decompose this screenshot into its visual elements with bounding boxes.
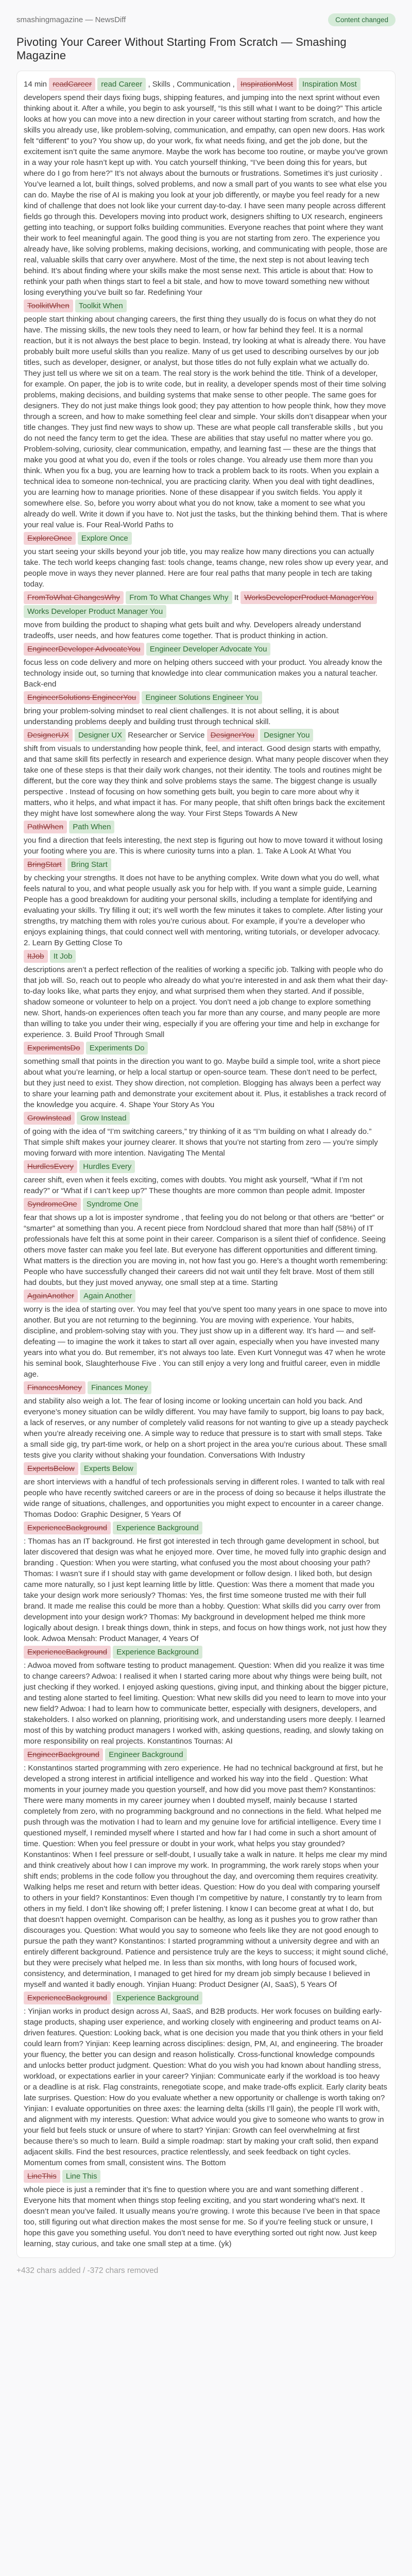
diff-block xyxy=(24,964,388,1040)
diff-added: Explore Once xyxy=(78,532,132,545)
diff-block xyxy=(24,1289,388,1303)
diff-block xyxy=(24,835,388,857)
diff-block xyxy=(24,1212,388,1288)
diff-added: Designer You xyxy=(260,729,313,742)
diff-text: people start thinking about changing careers, the first thing they usually do is focus on what they do not have. The missing skills, the new tools they need to learn, or how far behind they feel. It is a normal reaction, but it is not always the best place to begin. Instead, try looking at what is already there. You have probably built more useful skills than you realize. Many of us get used to describing ourselves by our job titles, such as developer, designer, or analyst, but those titles do not fully explain what we actually do. They just tell us where we sit on a team. The real story is the work behind the title. Think of a developer, for example. On paper, the job is to write code, but in reality, a developer spends most of their time solving problems, making decisions, and building systems that make sense to other people. The same goes for designers. They do not just make things look good; they pay attention to how people think, how they move through a screen, and how to make something feel clear and simple. Your skills don’t disappear when your title changes. They just find new ways to show up. These are what people call transferable skills , but you do not need the fancy term to get the idea. These are abilities that stay useful no matter where you go. Problem-solving, curiosity, clear communication, empathy, and learning fast — these are the things that make you good at what you do, even if the tools or roles change. You already use them more than you think. When you fix a bug, you are learning how to track a problem back to its roots. When you explain a technical idea to someone non-technical, you are practicing clarity. When you deal with tight deadlines, you are learning how to manage priorities. None of these disappear if you switch fields. You apply it somewhere else. So, before you worry about what you do not know, take a moment to see what you already do well. Write it down if you have to. Not just the tasks, but the thinking behind them. That is where your real value is. Four Real-World Paths to xyxy=(24,315,388,529)
diff-removed: EngineerDeveloper AdvocateYou xyxy=(24,643,144,656)
page-header xyxy=(16,13,396,26)
diff-removed: ToolkitWhen xyxy=(24,299,73,312)
diff-removed: EngineerSolutions EngineerYou xyxy=(24,691,140,704)
diff-content xyxy=(24,77,388,2249)
diff-text: bring your problem-solving mindset to real client challenges. It is not about selling, it is about understanding problems deeply and building trust through technical skill. xyxy=(24,707,339,726)
diff-text: descriptions aren’t a perfect reflection of the realities of working a specific job. Talking with people who do that job will. So, reach out to people who already do what you’re interested in and ask them what their day-to-day looks like, what parts they enjoy, and what surprised them when they started. And if possible, shadow someone or volunteer to help on a project. You don’t need a job change to explore something new. Short, hands-on experiences often teach you far more than any course, and many people are more than willing to take you under their wing, especially if you are offering your time and help in exchange for experience. 3. Build Proof Through Small xyxy=(24,965,388,1039)
diff-removed: HurdlesEvery xyxy=(24,1160,77,1173)
diff-block xyxy=(24,743,388,819)
diff-block xyxy=(24,1763,388,1990)
diff-removed: LineThis xyxy=(24,2170,60,2183)
diff-added: Line This xyxy=(62,2170,101,2183)
diff-block xyxy=(24,591,388,618)
diff-block xyxy=(24,1304,388,1380)
diff-added: Syndrome One xyxy=(83,1198,142,1211)
diff-removed: ItJob xyxy=(24,950,48,963)
diff-removed: ExpertsBelow xyxy=(24,1462,78,1475)
diff-text: , Skills , Communication , xyxy=(148,80,235,89)
diff-text: focus less on code delivery and more on helping others succeed with your product. You already know the technology inside out, so turning that knowledge into clear communication makes you a natural teacher. Back-end xyxy=(24,658,383,689)
diff-text: : Thomas has an IT background. He first got interested in tech through game development in school, but later discovered that design was what he enjoyed more. Over time, he moved fully into graphic design and branding . Question: When you were starting, what confused you the most about choosing your path? Thomas: I wasn’t sure if I should stay with game development or follow design. I liked both, but design came more naturally, so I just kept learning little by little. Question: Was there a moment that made you take your design work more seriously? Thomas: Yes, the first time someone trusted me with their full brand. It made me realise this could be more than a hobby. Question: What skills did you carry over from development into your design work? Thomas: My background in development helped me think more logically about design. I break things down, think in steps, and focus on how things work, not just how they look. Adwoa Mensah: Product Manager, 4 Years Of xyxy=(24,1537,387,1643)
diff-removed: FromToWhat ChangesWhy xyxy=(24,591,124,604)
diff-added: Works Developer Product Manager You xyxy=(24,605,166,618)
diff-added: Experiments Do xyxy=(86,1042,148,1055)
diff-text: something small that points in the direction you want to go. Maybe build a simple tool, write a short piece about what you’re learning, or help a local startup or open-source team. These don’t need to be perfect, but they just need to exist. They show direction, not completion. Blogging has always been a perfect way to share your learning path and demonstrate your excitement about it. Plus, it establishes a track record of the knowledge you acquire. 4. Shape Your Story As You xyxy=(24,1057,386,1109)
diff-removed: EngineerBackground xyxy=(24,1748,103,1761)
diff-removed: ExperienceBackground xyxy=(24,1992,111,2004)
diff-removed: ExperimentsDo xyxy=(24,1042,84,1055)
diff-added: Experience Background xyxy=(113,1646,202,1659)
diff-text: Researcher or Service xyxy=(128,731,205,740)
diff-removed: ExperienceBackground xyxy=(24,1521,111,1534)
diff-block xyxy=(24,92,388,298)
diff-added: Inspiration Most xyxy=(299,78,360,91)
diff-block xyxy=(24,314,388,530)
diff-block xyxy=(24,546,388,590)
diff-removed: FinancesMoney xyxy=(24,1381,85,1394)
diff-text: : Adwoa moved from software testing to product management. Question: When did you realize it was time to change careers? Adwoa: I realised it when I started caring more about why things were being built, not just checking if they worked. I enjoyed asking questions, giving input, and thinking about the bigger picture, and testing alone started to feel limiting. Question: What new skills did you need to learn to move into your new field? Adwoa: I had to learn how to communicate better, especially with designers, developers, and stakeholders. I also worked on planning, prioritising work, and understanding users more deeply. I learned most of this by watching product managers I worked with, asking questions, reading, and slowly taking on more responsibility on real projects. Konstantinos Tournas: AI xyxy=(24,1661,388,1746)
diff-added: read Career xyxy=(97,78,146,91)
diff-block xyxy=(24,657,388,690)
diff-removed: ExploreOnce xyxy=(24,532,76,545)
diff-added: Experts Below xyxy=(80,1462,137,1475)
diff-removed: GrowInstead xyxy=(24,1112,75,1125)
diff-block xyxy=(24,949,388,963)
diff-text: are short interviews with a handful of tech professionals serving in different roles. I wanted to talk with real people who have recently switched careers or are in the process of doing so because it helps illustrate the wide range of situations, challenges, and opportunities you might expect to encounter in a career change. Thomas Dodoo: Graphic Designer, 5 Years Of xyxy=(24,1478,386,1519)
diff-removed: InspirationMost xyxy=(237,78,297,91)
diff-block xyxy=(24,2169,388,2183)
diff-block xyxy=(24,1645,388,1659)
diff-block xyxy=(24,1197,388,1211)
diff-block xyxy=(24,531,388,545)
diff-block xyxy=(24,1748,388,1762)
diff-added: Bring Start xyxy=(67,858,111,871)
diff-block xyxy=(24,2184,388,2249)
diff-added: Grow Instead xyxy=(77,1112,130,1125)
diff-block xyxy=(24,1462,388,1476)
diff-block xyxy=(24,691,388,705)
diff-added: It Job xyxy=(50,950,76,963)
diff-removed: DesignerUX xyxy=(24,729,73,742)
diff-text: : Konstantinos started programming with zero experience. He had no technical background at first, but he developed a strong interest in artificial intelligence and worked his way into the field . Question: What moments in your journey made you question yourself, and how did you move past them? Konstantinos: There were many moments in my career journey when I doubted myself, mainly because I started completely from zero, with no programming background and no connections in the field. What helped me push through was the motivation I had to learn and my genuine love for artificial intelligence. Every time I questioned myself, I reminded myself where I started and how far I had come in such a short amount of time. Question: When you feel pressure or doubt in your work, what helps you stay grounded? Konstantinos: When I feel pressure or self-doubt, I usually take a walk in nature. It helps me clear my mind and think creatively about how I can improve my work. In programming, the work rarely stops when your shift ends; problems in the code follow you throughout the day, and overcoming them requires creativity. Walking helps me reset and return with better ideas. Question: How do you deal with comparing yourself to others in your field? Konstantinos: Even though I’m competitive by nature, I constantly try to learn from others in my field. I don’t like showing off; I prefer listening. I know I can become great at what I do, but that doesn’t happen overnight. Comparison can be healthy, as long as it pushes you to grow rather than discourages you. Question: What would you say to someone who feels like they are not good enough to pursue the path they want? Konstantinos: I started programming without a university degree and with an entirely different background. Patience and persistence truly are the keys to success; it might sound cliché, but they were precisely what helped me. In less than six months, with long hours of focused work, consistency, and determination, I managed to get hired for my dream job simply because I believed in myself and wanted it badly enough. Yinjian Huang: Product Designer (AI, SaaS), 5 Years Of xyxy=(24,1764,388,1989)
diff-text: fear that shows up a lot is imposter syndrome , that feeling you do not belong or that others are “better” or “smarter” at something than you. A recent piece from Nordcloud shared that more than half (58%) of IT professionals have felt this at some point in their career. Comparison is a silent thief of confidence. Seeing others move faster can make you feel late. But everyone has different opportunities and different timing. What matters is the direction you are moving in, not how fast you go. Here’s a thought worth remembering: People who have successfully changed their careers did not wait until they felt brave. Most of them still had doubts, but they just moved anyway, one small step at a time. Starting xyxy=(24,1213,388,1287)
diff-added: From To What Changes Why xyxy=(126,591,232,604)
diff-text: move from building the product to shaping what gets built and why. Developers already understand tradeoffs, user needs, and how features come together. That is product thinking in action. xyxy=(24,621,362,640)
diff-block xyxy=(24,706,388,727)
diff-text: 14 min xyxy=(24,80,47,89)
diff-added: Path When xyxy=(69,821,114,833)
diff-block xyxy=(24,1175,388,1196)
diff-removed: BringStart xyxy=(24,858,65,871)
diff-removed: WorksDeveloperProduct ManagerYou xyxy=(241,591,377,604)
diff-block xyxy=(24,728,388,742)
diff-removed: SyndromeOne xyxy=(24,1198,81,1211)
diff-block xyxy=(24,1381,388,1395)
diff-added: Experience Background xyxy=(113,1992,202,2004)
diff-text: you start seeing your skills beyond your job title, you may realize how many directions you can actually take. The tech world keeps changing fast: tools change, teams change, new roles show up every year, and people move in ways they never planned. Here are four real paths that many people in tech are taking today. xyxy=(24,547,388,589)
diff-block xyxy=(24,620,388,641)
diff-block xyxy=(24,1041,388,1055)
diff-text: It xyxy=(234,593,239,602)
diff-block xyxy=(24,1521,388,1535)
diff-block xyxy=(24,820,388,834)
diff-removed: ExperienceBackground xyxy=(24,1646,111,1659)
source-label: smashingmagazine — NewsDiff xyxy=(16,15,126,24)
diff-block xyxy=(24,1477,388,1520)
diff-text: career shift, even when it feels exciting, comes with doubts. You might ask yourself, “What if I’m not ready?” or “What if I can’t keep up?” These thoughts are more common than people admit. Imposter xyxy=(24,1176,365,1195)
diff-text: : Yinjian works in product design across AI, SaaS, and B2B products. Her work focuses on building early-stage products, shaping user experience, and working closely with engineering and product teams on AI-driven features. Question: Looking back, what is one decision you made that you think others in your field could learn from? Yinjian: Keep learning across disciplines: design, PM, AI, and engineering. The broader your fluency, the better you can design and reason holistically. Cross-functional knowledge compounds and unlocks better product judgment. Question: What do you wish you had known about handling stress, workload, or expectations earlier in your career? Yinjian: Communicate early if the workload is too heavy or a deadline is at risk. Flag constraints, renegotiate scope, and make trade-offs explicit. Early clarity beats late surprises. Question: How do you evaluate whether a new opportunity or challenge is worth taking on? Yinjian: I evaluate opportunities on three axes: the learning delta (skills I’ll gain), the people I’ll work with, and alignment with my interests. Question: What advice would you give to someone who wants to grow in your field but feels stuck or unsure of where to start? Yinjian: Growth can feel overwhelming at first because there’s so much to learn. Build a simple roadmap: start by making your craft solid, then expand adjacent skills. Find the best resources, practice relentlessly, and seek feedback on tight cycles. Momentum comes from small, consistent wins. The Bottom xyxy=(24,2007,387,2167)
diff-removed: PathWhen xyxy=(24,821,67,833)
diff-block xyxy=(24,1660,388,1747)
diff-block xyxy=(24,1991,388,2005)
diff-text: whole piece is just a reminder that it’s fine to question where you are and want something different . Everyone hits that moment when things stop feeling exciting, and you start wondering what’s next. It doesn’t mean you’ve failed. It usually means you’re growing. I wrote this because I’ve been in that space too, still figuring out what direction makes the most sense for me. So if you’re feeling stuck or unsure, I hope this gave you something useful. You don’t need to have everything sorted out right now. Just keep learning, stay curious, and take one small step at a time. (yk) xyxy=(24,2185,381,2248)
diff-text: and stability also weigh a lot. The fear of losing income or looking uncertain can hold you back. And everyone’s money situation can be wildly different. You may have family to support, big loans to pay back, a lack of reserves, or any number of completely valid reasons for not wanting to give up a steady paycheck when you’re already receiving one. A simple way to reduce that pressure is to start with small steps. Take a small side gig, try part-time work, or help on a short project in the area you’re curious about. These small tests give you clarity without shaking your foundation. Conversations With Industry xyxy=(24,1397,388,1460)
diff-text: you find a direction that feels interesting, the next step is figuring out how to move toward it without losing your footing where you are. This is where curiosity turns into a plan. 1. Take A Look At What You xyxy=(24,836,383,856)
diff-text: worry is the idea of starting over. You may feel that you’ve spent too many years in one space to move into another. But you are not returning to the beginning. You are moving with experience. Your habits, discipline, and problem-solving stay with you. They just show up in a different way. It’s hard — and self-defeating — to imagine the work it takes to start all over again, especially when you have invested many years into what you do. But remember, it’s not always too late. Even Kurt Vonnegut was 47 when he wrote his seminal book, Slaughterhouse Five . You can still enjoy a very long and fruitful career, even in middle age. xyxy=(24,1305,387,1379)
diff-block xyxy=(24,1160,388,1174)
diff-added: Finances Money xyxy=(88,1381,151,1394)
diff-block xyxy=(24,873,388,948)
diff-removed: readCareer xyxy=(49,78,95,91)
diff-added: Engineer Solutions Engineer You xyxy=(142,691,262,704)
diff-block xyxy=(24,299,388,313)
diff-added: Toolkit When xyxy=(75,299,127,312)
page-title: Pivoting Your Career Without Starting From Scratch — Smashing Magazine xyxy=(16,36,347,62)
diff-added: Experience Background xyxy=(113,1521,202,1534)
diff-block xyxy=(24,77,388,91)
diff-added: Hurdles Every xyxy=(79,1160,135,1173)
diff-added: Engineer Background xyxy=(105,1748,186,1761)
diff-added: Designer UX xyxy=(75,729,126,742)
diff-text: of going with the idea of “I’m switching careers,” try thinking of it as “I’m building on what I already do.” That simple shift makes your journey clearer. It shows that you’re not starting from zero — you’re simply moving forward with more intention. Navigating The Mental xyxy=(24,1127,378,1158)
diff-text: shift from visuals to understanding how people think, feel, and interact. Good design starts with empathy, and that same skill fits perfectly in research and experience design. What many people discover when they take one of these steps is that their daily work changes, not their identity. The tools and routines might be different, but the core way they think and solve problems stays the same. The biggest change is usually perspective . Instead of focusing on how something gets built, you begin to care more about why it matters, who it helps, and what impact it has. For many people, that shift often brings back the excitement they might have lost somewhere along the way. Your First Steps Towards A New xyxy=(24,744,388,818)
diff-block xyxy=(24,2006,388,2168)
diff-text: by checking your strengths. It does not have to be anything complex. Write down what you do well, what feels natural to you, and what people usually ask you for help with. If you want a simple guide, Learning People has a good breakdown for auditing your personal skills, including a template for identifying and evaluating your skills. Try filling it out; it’s well worth the few minutes it takes to complete. After listing your strengths, try matching them with roles you’re curious about. For example, if you’re a developer who enjoys explaining things, that could connect well with mentoring, writing tutorials, or developer advocacy. 2. Learn By Getting Close To xyxy=(24,874,383,947)
diff-block xyxy=(24,858,388,872)
diff-block xyxy=(24,1111,388,1125)
diff-added: Again Another xyxy=(80,1290,135,1302)
diff-block xyxy=(24,1536,388,1644)
diff-added: Engineer Developer Advocate You xyxy=(146,643,271,656)
diff-block xyxy=(24,1126,388,1159)
diff-text: developers spend their days fixing bugs, shipping features, and jumping into the next sprint without even thinking about it. After a while, you begin to ask yourself, “Is this still what I want to be doing?” This article looks at how you can move into a new direction in your career without starting from scratch, and how the skills you already use, like problem-solving, communication, and empathy, can open new doors. Has work felt “different” to you? You show up, do your work, fix what needs fixing, and get the job done, but the excitement isn’t quite the same anymore. Maybe the work has become too routine, or maybe you’ve grown in a way your role hasn’t kept up with. You catch yourself thinking, “I’ve been doing this for years, but where do I go from here?” It’s not always about the burnouts or frustrations. Sometimes it’s just curiosity . You’ve learned a lot, built things, solved problems, and now a small part of you wants to see what else you can do. Maybe the rise of AI is making you look at your job differently, or maybe you feel ready for a new kind of challenge that does not look like your current day-to-day. I have seen many people across different fields go through this. Developers moving into product work, designers shifting to UX research, engineers getting into teaching, or support folks building communities. Everyone reaches that point where they want their work to feel meaningful again. The good thing is you are not starting from zero. The experience you already have, like solving problems, making decisions, working, and communicating with people, those are real, valuable skills that carry over anywhere. Most of the time, the next step is not about leaving tech behind. It’s about finding where your skills make the most sense next. This article is about that: How to rethink your path when things start to feel a bit stale, and how to move toward something new without losing everything you’ve built so far. Redefining Your xyxy=(24,93,388,297)
footer-stats: +432 chars added / -372 chars removed xyxy=(16,2266,159,2275)
diff-removed: AgainAnother xyxy=(24,1290,78,1302)
diff-removed: DesignerYou xyxy=(207,729,258,742)
diff-block xyxy=(24,1056,388,1110)
diff-card xyxy=(16,71,396,2258)
diff-block xyxy=(24,1396,388,1461)
diff-block xyxy=(24,642,388,656)
content-changed-badge: Content changed xyxy=(328,13,396,26)
